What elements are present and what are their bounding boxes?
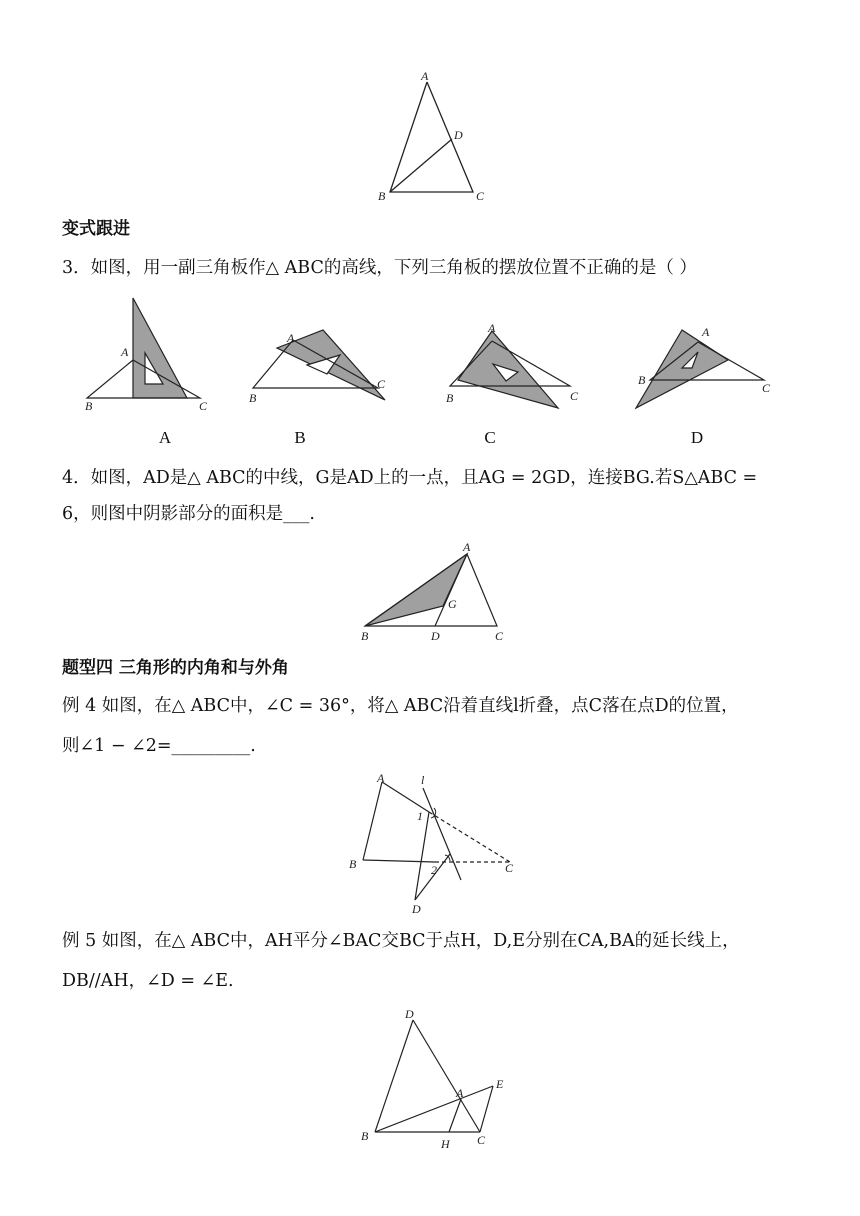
label-l: l	[421, 773, 425, 787]
example-4-line-1: 例 4 如图，在△ ABC中，∠C = 36°，将△ ABC沿着直线l折叠，点C落在点D的位置，	[62, 696, 739, 716]
example-5-line-1: 例 5 如图，在△ ABC中，AH平分∠BAC交BC于点H，D,E分别在CA,BA的延长线上，	[62, 931, 740, 951]
option-d-caption[interactable]: D	[690, 428, 704, 447]
label-b: B	[361, 629, 369, 643]
example-4-line-2: 则∠1 − ∠2=_________.	[62, 736, 256, 756]
label-angle-2: 2	[431, 863, 437, 877]
label-a: A	[456, 1086, 464, 1100]
label-a: A	[121, 345, 129, 359]
figure-ex5-bisector	[355, 1002, 525, 1152]
figure-triangle-abd	[370, 66, 500, 206]
option-a-caption[interactable]: A	[158, 428, 172, 447]
label-b: B	[361, 1129, 369, 1143]
figure-ex4-fold	[345, 768, 535, 918]
label-d: D	[412, 902, 421, 916]
label-a: A	[287, 331, 295, 345]
label-a: A	[421, 69, 429, 83]
figure-q4-median	[355, 540, 525, 650]
label-c: C	[495, 629, 504, 643]
label-angle-1: 1	[417, 809, 423, 823]
option-c-figure	[438, 298, 588, 418]
example-5-line-2: DB//AH，∠D = ∠E.	[62, 971, 234, 991]
option-c-caption[interactable]: C	[484, 428, 496, 447]
label-b: B	[85, 399, 93, 413]
label-c: C	[377, 377, 386, 391]
question-4-line-1: 4．如图，AD是△ ABC的中线，G是AD上的一点，且AG = 2GD，连接BG.若S△ABC =	[62, 468, 758, 488]
label-g: G	[448, 597, 457, 611]
label-a: A	[463, 540, 471, 554]
label-e: E	[496, 1077, 504, 1091]
label-d: D	[431, 629, 440, 643]
section-heading-4: 题型四 三角形的内角和与外角	[62, 658, 289, 678]
label-d: D	[454, 128, 463, 142]
option-a-figure	[75, 298, 215, 418]
option-b-caption[interactable]: B	[294, 428, 306, 447]
label-c: C	[199, 399, 208, 413]
label-a: A	[488, 321, 496, 335]
label-c: C	[477, 1133, 486, 1147]
label-b: B	[378, 189, 386, 203]
label-b: B	[349, 857, 357, 871]
section-heading-variant: 变式跟进	[62, 219, 130, 239]
label-a: A	[702, 325, 710, 339]
question-3-text: 3．如图，用一副三角板作△ ABC的高线，下列三角板的摆放位置不正确的是（ ）	[62, 258, 697, 278]
label-c: C	[505, 861, 514, 875]
question-4-line-2: 6，则图中阴影部分的面积是___.	[62, 504, 315, 524]
label-a: A	[377, 771, 385, 785]
label-c: C	[762, 381, 771, 395]
option-b-figure	[245, 298, 395, 418]
option-d-figure	[628, 298, 778, 418]
label-c: C	[570, 389, 579, 403]
label-d: D	[405, 1007, 414, 1021]
label-c: C	[476, 189, 485, 203]
label-b: B	[249, 391, 257, 405]
label-h: H	[441, 1137, 450, 1151]
label-b: B	[638, 373, 646, 387]
label-b: B	[446, 391, 454, 405]
